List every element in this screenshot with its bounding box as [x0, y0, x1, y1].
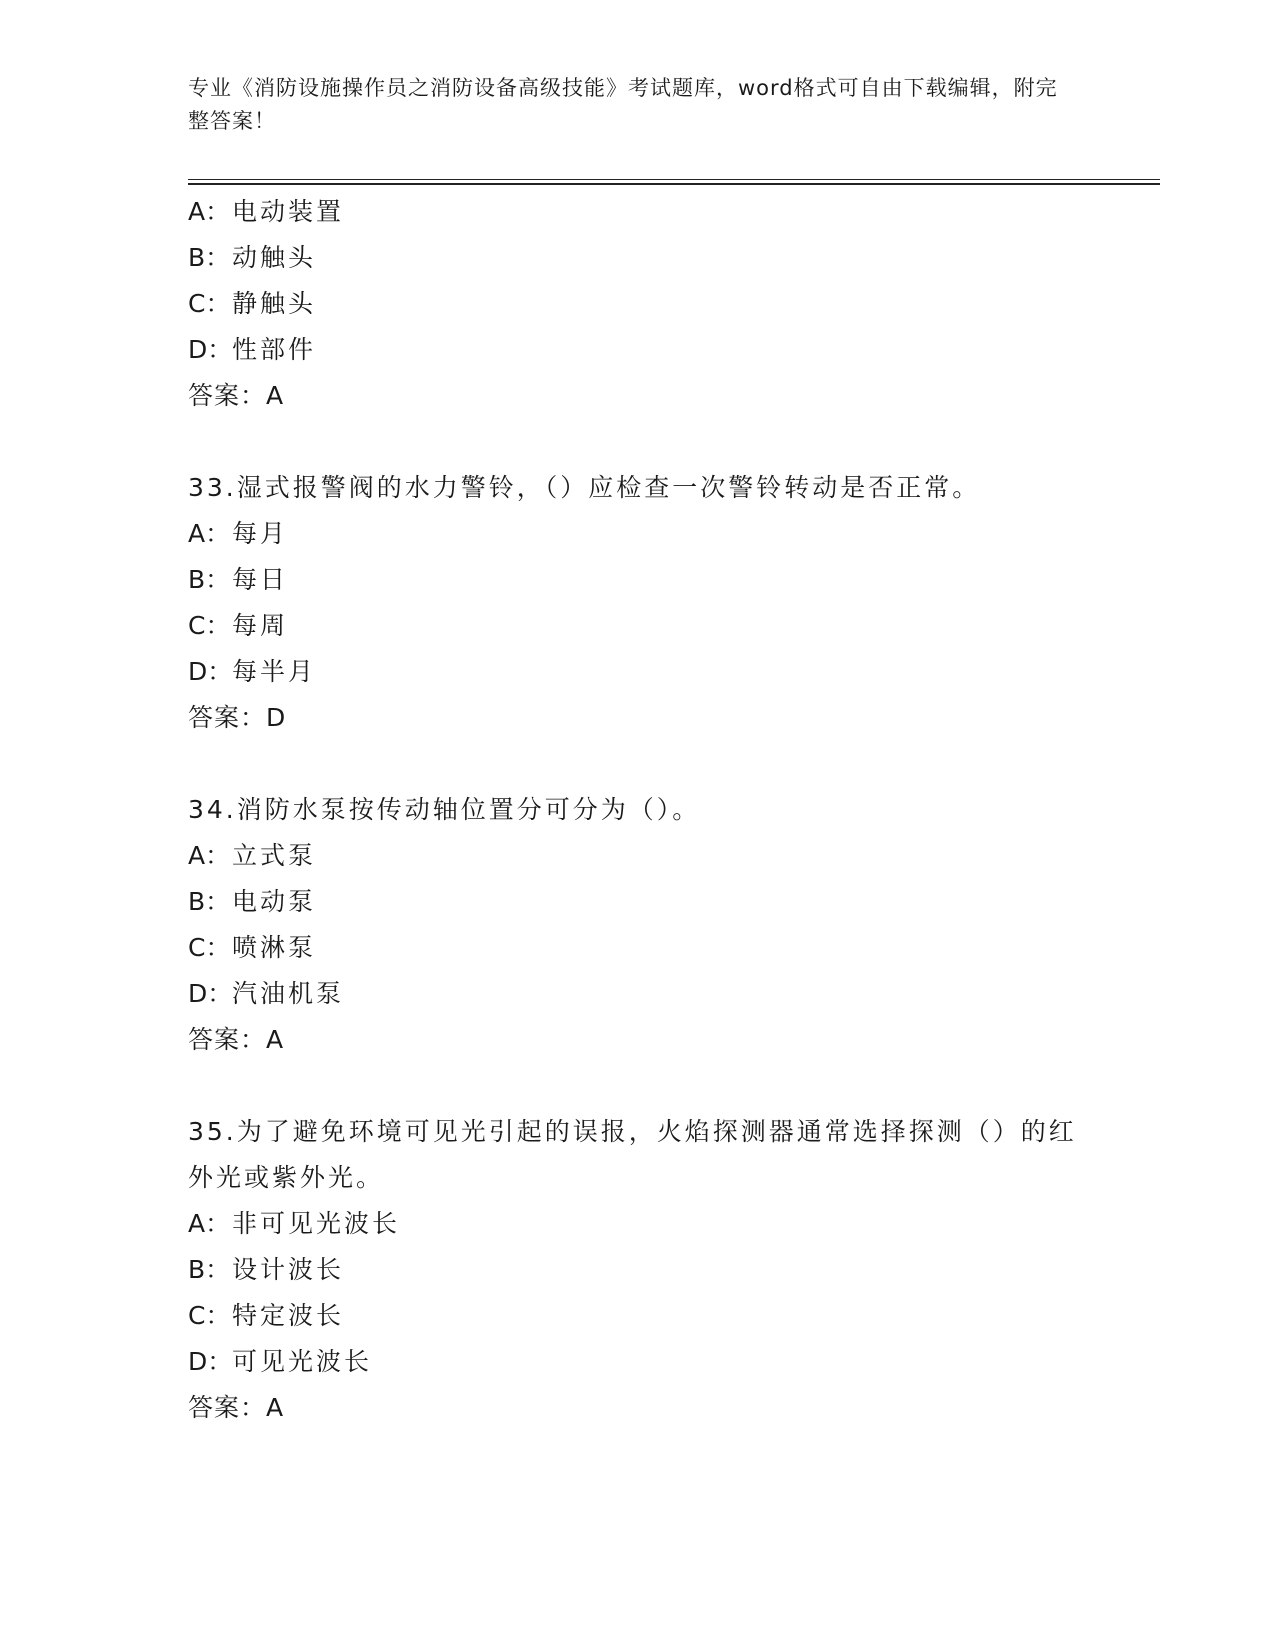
option-b [188, 557, 1088, 603]
option-text: 特定波长 [232, 1301, 345, 1330]
option-key: A： [188, 519, 231, 548]
option-d [188, 327, 1088, 373]
option-key: B： [188, 565, 231, 594]
option-text: 性部件 [232, 335, 317, 364]
option-a [188, 1201, 1088, 1247]
option-c [188, 603, 1088, 649]
option-key: C： [188, 611, 231, 640]
option-key: B： [188, 1255, 231, 1284]
option-key: B： [188, 243, 231, 272]
option-d [188, 971, 1088, 1017]
question-block [188, 189, 1088, 419]
option-text: 非可见光波长 [232, 1209, 401, 1238]
header-divider-thick [188, 183, 1160, 185]
answer-line: 答案：A [188, 1393, 285, 1422]
option-c [188, 281, 1088, 327]
option-text: 设计波长 [232, 1255, 345, 1284]
answer-line: 答案：A [188, 381, 285, 410]
answer-line: 答案：D [188, 703, 287, 732]
option-key: D： [188, 1347, 233, 1376]
option-text: 每月 [232, 519, 289, 548]
option-b [188, 235, 1088, 281]
option-text: 电动装置 [232, 197, 345, 226]
option-text: 可见光波长 [232, 1347, 373, 1376]
option-text: 喷淋泵 [232, 933, 317, 962]
question-block [188, 787, 1088, 1063]
option-text: 动触头 [232, 243, 317, 272]
question-text: 35.为了避免环境可见光引起的误报，火焰探测器通常选择探测（）的红外光或紫外光。 [188, 1117, 1077, 1192]
header-divider-thin [188, 179, 1160, 180]
option-key: B： [188, 887, 231, 916]
option-b [188, 879, 1088, 925]
option-a [188, 833, 1088, 879]
option-c [188, 925, 1088, 971]
option-key: C： [188, 1301, 231, 1330]
option-key: C： [188, 933, 231, 962]
question-block [188, 465, 1088, 741]
option-a [188, 511, 1088, 557]
option-key: C： [188, 289, 231, 318]
question-text: 33.湿式报警阀的水力警铃，（）应检查一次警铃转动是否正常。 [188, 473, 981, 502]
spacer [188, 1063, 1088, 1109]
spacer [188, 741, 1088, 787]
option-key: D： [188, 335, 233, 364]
question-block [188, 1109, 1088, 1431]
spacer [188, 419, 1088, 465]
option-key: A： [188, 1209, 231, 1238]
option-key: A： [188, 841, 231, 870]
document-intro: 专业《消防设施操作员之消防设备高级技能》考试题库，word格式可自由下载编辑，附完整答案！ [188, 76, 1058, 133]
answer-line: 答案：A [188, 1025, 285, 1054]
option-text: 每周 [232, 611, 289, 640]
question-list [188, 189, 1088, 1431]
option-d [188, 1339, 1088, 1385]
question-text: 34.消防水泵按传动轴位置分可分为（）。 [188, 795, 701, 824]
option-b [188, 1247, 1088, 1293]
option-key: A： [188, 197, 231, 226]
option-key: D： [188, 979, 233, 1008]
option-text: 静触头 [232, 289, 317, 318]
option-text: 电动泵 [232, 887, 317, 916]
option-a [188, 189, 1088, 235]
option-c [188, 1293, 1088, 1339]
option-key: D： [188, 657, 233, 686]
option-text: 每半月 [232, 657, 317, 686]
option-d [188, 649, 1088, 695]
option-text: 立式泵 [232, 841, 317, 870]
option-text: 汽油机泵 [232, 979, 345, 1008]
option-text: 每日 [232, 565, 289, 594]
